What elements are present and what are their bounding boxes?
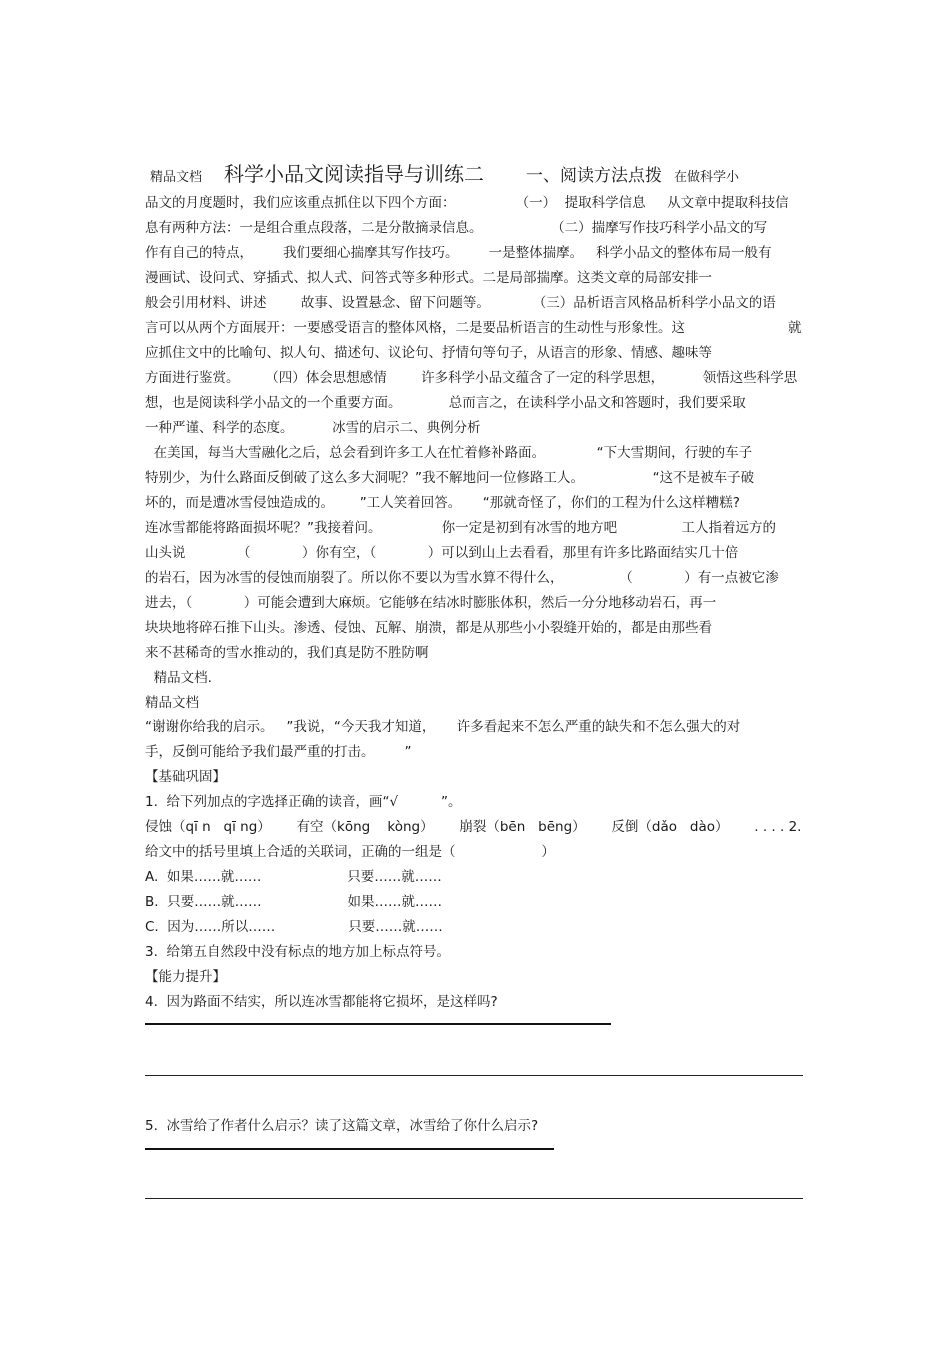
header-tag: 精品文档 xyxy=(150,170,203,185)
body-line: 来不甚稀奇的雪水推动的，我们真是防不胜防啊 xyxy=(145,645,429,661)
body-line: 一种严谨、科学的态度。 冰雪的启示二、典例分析 xyxy=(145,420,481,436)
option-c: C. 因为……所以…… 只要……就…… xyxy=(145,919,443,935)
body-line: 息有两种方法：一是组合重点段落，二是分散摘录信息。 （二）揣摩写作技巧科学小品文的写 xyxy=(145,220,768,236)
body-line: 块块地将碎石推下山头。渗透、侵蚀、瓦解、崩溃，都是从那些小小裂缝开始的，都是由那些看 xyxy=(145,620,712,636)
answer-line[interactable] xyxy=(145,1198,803,1199)
body-line: 作有自己的特点， 我们要细心揣摩其写作技巧。 一是整体揣摩。 科学小品文的整体布局一般有 xyxy=(145,245,772,261)
question-1-options: 侵蚀（qī n qī ng） 有空（kōng kòng） 崩裂（bēn bēng） 反倒（dǎo dào） . . . . 2. xyxy=(145,819,802,835)
body-line: 想，也是阅读科学小品文的一个重要方面。 总而言之，在读科学小品文和答题时，我们要采取 xyxy=(145,395,746,411)
section-lead-text: 在做科学小 xyxy=(674,170,740,185)
body-line: 山头说 （ ）你有空，（ ）可以到山上去看看，那里有许多比路面结实几十倍 xyxy=(145,545,739,561)
answer-line[interactable] xyxy=(145,1148,554,1150)
question-2: 给文中的括号里填上合适的关联词，正确的一组是（ ） xyxy=(145,844,555,860)
option-b: B. 只要……就…… 如果……就…… xyxy=(145,894,442,910)
body-line: 在美国，每当大雪融化之后，总会看到许多工人在忙着修补路面。 “下大雪期间，行驶的车子 xyxy=(145,445,753,461)
body-line: 应抓住文中的比喻句、拟人句、描述句、议论句、抒情句等句子，从语言的形象、情感、趣味等 xyxy=(145,345,712,361)
body-line: 般会引用材料、讲述 故事、设置悬念、留下问题等。 （三）品析语言风格品析科学小品文的语 xyxy=(145,295,776,311)
page-header: 精品文档 xyxy=(145,695,199,711)
question-4: 4. 因为路面不结实，所以连冰雪都能将它损坏，是这样吗? xyxy=(145,994,498,1010)
section-label-basic: 【基础巩固】 xyxy=(145,769,226,785)
section-heading: 一、阅读方法点拨 xyxy=(526,166,663,186)
document-title: 科学小品文阅读指导与训练二 xyxy=(224,162,485,186)
body-line: 手，反倒可能给予我们最严重的打击。 ” xyxy=(145,744,412,760)
page-footer: 精品文档. xyxy=(145,670,212,686)
body-line: 坏的，而是遭冰雪侵蚀造成的。 ”工人笑着回答。 “那就奇怪了，你们的工程为什么这样糟糕? xyxy=(145,495,740,511)
question-5: 5. 冰雪给了作者什么启示？读了这篇文章，冰雪给了你什么启示? xyxy=(145,1118,539,1134)
option-a: A. 如果……就…… 只要……就…… xyxy=(145,869,442,885)
section-label-advanced: 【能力提升】 xyxy=(145,969,226,985)
body-line: 言可以从两个方面展开：一要感受语言的整体风格，二是要品析语言的生动性与形象性。这 就 xyxy=(145,320,802,336)
body-line: 品文的月度题时，我们应该重点抓住以下四个方面： （一） 提取科学信息 从文章中提取科技信 xyxy=(145,195,789,211)
answer-line[interactable] xyxy=(145,1023,611,1025)
body-line: 连冰雪都能将路面损坏呢？”我接着问。 你一定是初到有冰雪的地方吧 工人指着远方的 xyxy=(145,520,776,536)
question-3: 3. 给第五自然段中没有标点的地方加上标点符号。 xyxy=(145,944,450,960)
answer-line[interactable] xyxy=(145,1075,803,1076)
body-line: 特别少，为什么路面反倒破了这么多大洞呢？”我不解地问一位修路工人。 “这不是被车子破 xyxy=(145,470,755,486)
body-line: 方面进行鉴赏。 （四）体会思想感情 许多科学小品文蕴含了一定的科学思想， 领悟这些科学思 xyxy=(145,370,798,386)
body-line: 的岩石，因为冰雪的侵蚀而崩裂了。所以你不要以为雪水算不得什么， （ ）有一点被它渗 xyxy=(145,570,779,586)
question-1: 1. 给下列加点的字选择正确的读音，画“√ ”。 xyxy=(145,794,462,810)
body-line: 进去，（ ）可能会遭到大麻烦。它能够在结冰时膨胀体积，然后一分分地移动岩石，再一 xyxy=(145,595,717,611)
title-row xyxy=(150,158,850,184)
body-line: “谢谢你给我的启示。 ”我说，“今天我才知道， 许多看起来不怎么严重的缺失和不怎么强大的对 xyxy=(145,719,741,735)
body-line: 漫画试、设问式、穿插式、拟人式、问答式等多种形式。二是局部揣摩。这类文章的局部安排一 xyxy=(145,270,712,286)
